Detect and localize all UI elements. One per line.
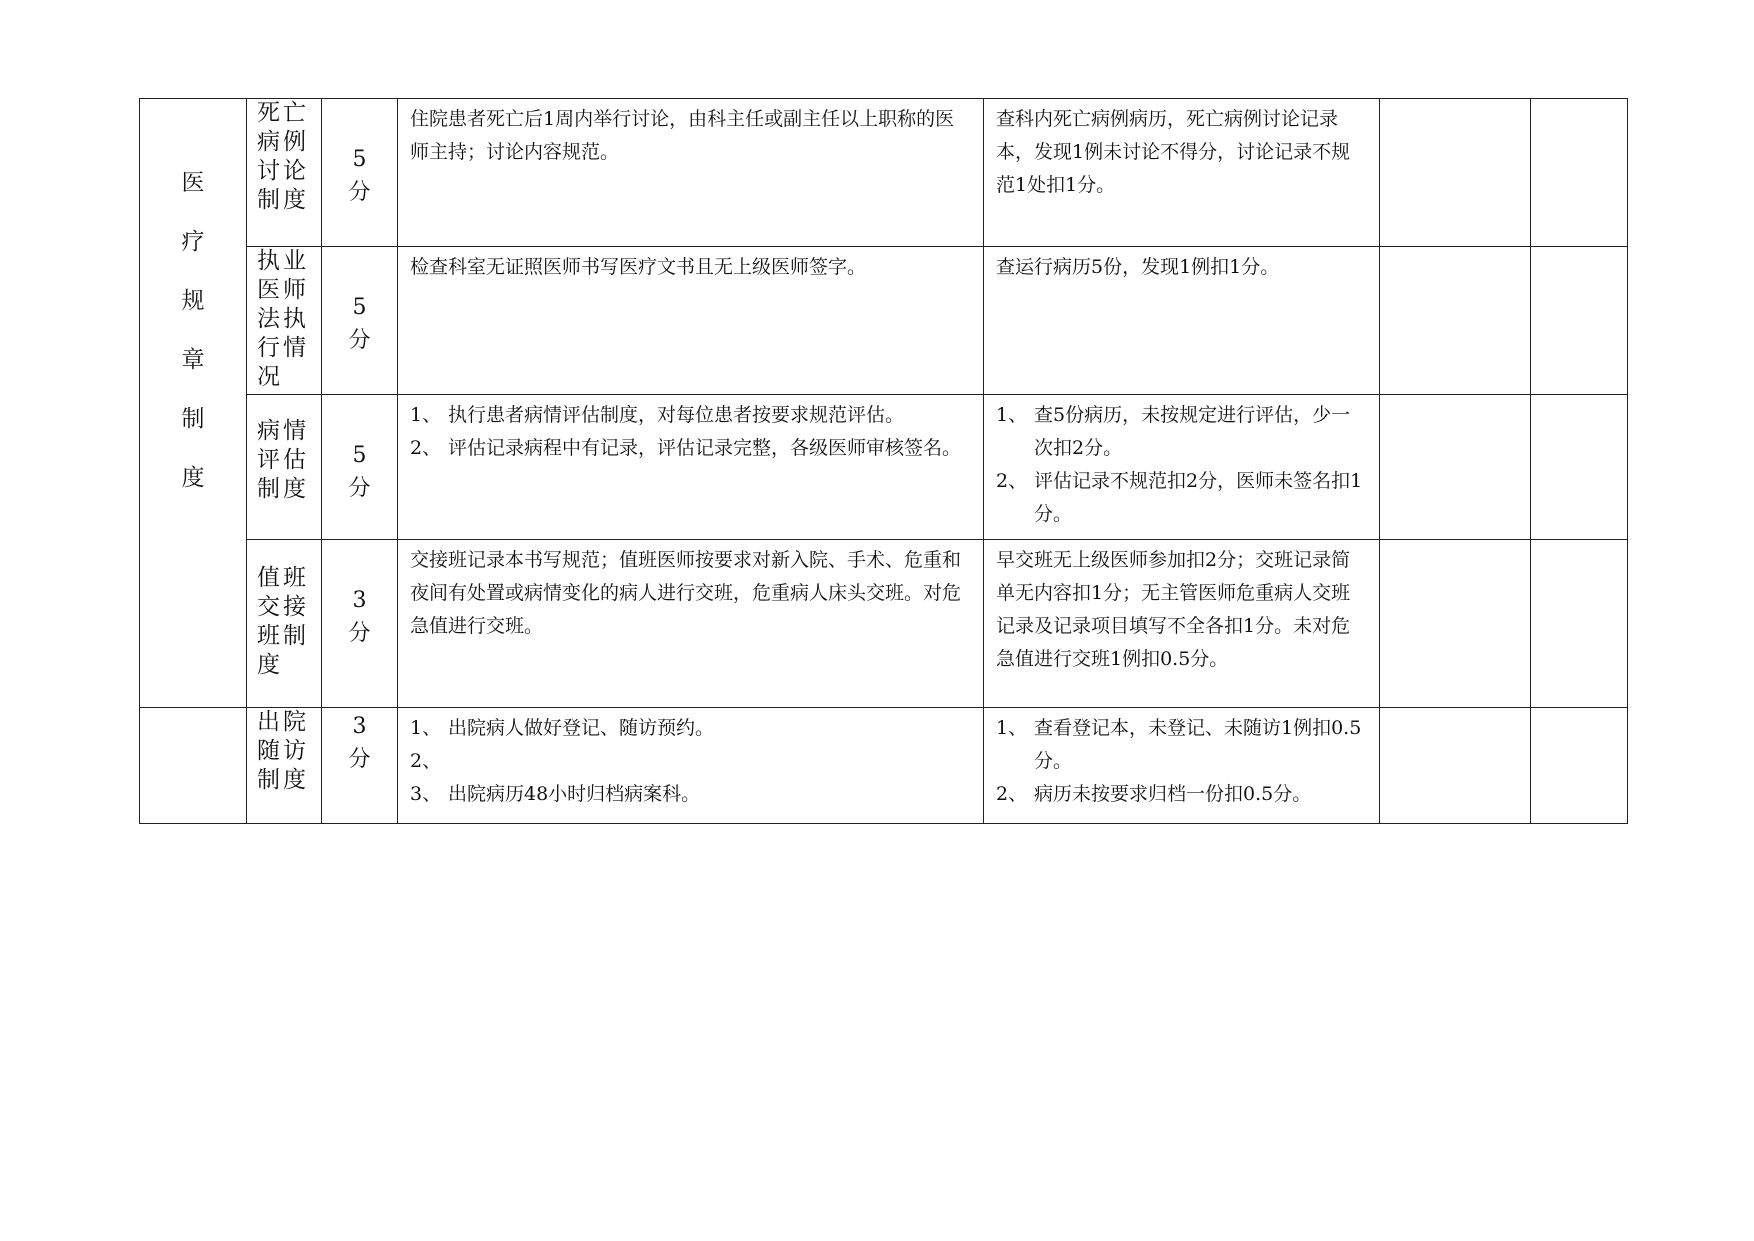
list-item: [996, 399, 1369, 465]
score-number: 3: [352, 588, 367, 613]
item-name: 出院随访制度: [247, 708, 322, 824]
list-text: 执行患者病情评估制度，对每位患者按要求规范评估。: [448, 404, 905, 426]
category-cell: [140, 99, 247, 708]
blank-cell: [1531, 395, 1628, 540]
score-unit: 分: [348, 621, 371, 646]
score-unit: 分: [348, 747, 371, 772]
category-char: 章: [181, 347, 205, 373]
list-number: 3、: [410, 783, 442, 805]
standard-cell: [984, 247, 1380, 395]
score-cell: [322, 247, 398, 395]
list-number: 2、: [996, 470, 1028, 492]
list-number: 1、: [996, 717, 1028, 739]
item-name: 死亡病例讨论制度: [247, 99, 322, 247]
list-text: 评估记录病程中有记录，评估记录完整，各级医师审核签名。: [448, 437, 962, 459]
category-char: 规: [181, 288, 205, 314]
blank-cell: [1380, 540, 1531, 708]
item-name: 执业医师法执行情况: [247, 247, 322, 395]
list-item: [410, 399, 973, 432]
list-text: 出院病历48小时归档病案科。: [448, 783, 701, 805]
category-char: 制: [181, 406, 205, 432]
requirement-text: 交接班记录本书写规范；值班医师按要求对新入院、手术、危重和夜间有处置或病情变化的病人进行交班，危重病人床头交班。对危急值进行交班。: [410, 549, 962, 637]
list-number: 1、: [996, 404, 1028, 426]
requirement-cell: [398, 247, 984, 395]
table-row: [140, 247, 1628, 395]
score-number: 3: [352, 714, 367, 739]
table-row: [140, 99, 1628, 247]
blank-cell: [1531, 540, 1628, 708]
standard-cell: [984, 99, 1380, 247]
blank-cell: [1380, 708, 1531, 824]
score-unit: 分: [348, 180, 371, 205]
list-text: 评估记录不规范扣2分，医师未签名扣1分。: [1034, 470, 1363, 525]
item-name: 值班交接班制度: [247, 540, 322, 708]
category-char: 疗: [181, 229, 205, 255]
list-text: [448, 745, 973, 778]
standard-cell: [984, 708, 1380, 824]
requirement-cell: [398, 99, 984, 247]
blank-cell: [1531, 247, 1628, 395]
standard-text: 查科内死亡病例病历，死亡病例讨论记录本，发现1例未讨论不得分，讨论记录不规范1处扣1分。: [996, 108, 1351, 196]
score-cell: [322, 395, 398, 540]
list-number: 1、: [410, 717, 442, 739]
list-item: [410, 712, 973, 745]
list-item: [996, 465, 1369, 531]
list-number: 2、: [410, 437, 442, 459]
score-number: 5: [352, 295, 367, 320]
score-cell: [322, 708, 398, 824]
category-cell-empty: [140, 708, 247, 824]
evaluation-table: [139, 98, 1628, 824]
table-row: [140, 395, 1628, 540]
standard-text: 查运行病历5份，发现1例扣1分。: [996, 256, 1280, 278]
list-item: [996, 778, 1369, 811]
list-text: 出院病人做好登记、随访预约。: [448, 717, 715, 739]
list-text: 查5份病历，未按规定进行评估，少一次扣2分。: [1034, 404, 1351, 459]
requirement-cell: [398, 395, 984, 540]
requirement-text: 检查科室无证照医师书写医疗文书且无上级医师签字。: [410, 256, 867, 278]
requirement-text: 住院患者死亡后1周内举行讨论，由科主任或副主任以上职称的医师主持；讨论内容规范。: [410, 108, 955, 163]
blank-cell: [1380, 99, 1531, 247]
list-text: 查看登记本，未登记、未随访1例扣0.5分。: [1034, 717, 1362, 772]
list-number: 2、: [996, 783, 1028, 805]
requirement-cell: [398, 708, 984, 824]
list-item: [996, 712, 1369, 778]
standard-cell: [984, 395, 1380, 540]
list-text: 病历未按要求归档一份扣0.5分。: [1034, 783, 1312, 805]
list-item: [410, 432, 973, 465]
table-row: [140, 708, 1628, 824]
list-number: 2、: [410, 750, 442, 772]
standard-text: 早交班无上级医师参加扣2分；交班记录简单无内容扣1分；无主管医师危重病人交班记录及记录项目填写不全各扣1分。未对危急值进行交班1例扣0.5分。: [996, 549, 1351, 670]
blank-cell: [1531, 99, 1628, 247]
blank-cell: [1380, 247, 1531, 395]
list-number: 1、: [410, 404, 442, 426]
list-item: [410, 778, 973, 811]
table-row: [140, 540, 1628, 708]
list-item: [410, 745, 973, 778]
category-char: 医: [181, 170, 205, 196]
requirement-cell: [398, 540, 984, 708]
score-number: 5: [352, 443, 367, 468]
score-unit: 分: [348, 328, 371, 353]
score-number: 5: [352, 147, 367, 172]
category-char: 度: [181, 465, 205, 491]
blank-cell: [1531, 708, 1628, 824]
blank-cell: [1380, 395, 1531, 540]
standard-cell: [984, 540, 1380, 708]
score-cell: [322, 540, 398, 708]
item-name: 病情评估制度: [247, 395, 322, 540]
score-unit: 分: [348, 476, 371, 501]
score-cell: [322, 99, 398, 247]
